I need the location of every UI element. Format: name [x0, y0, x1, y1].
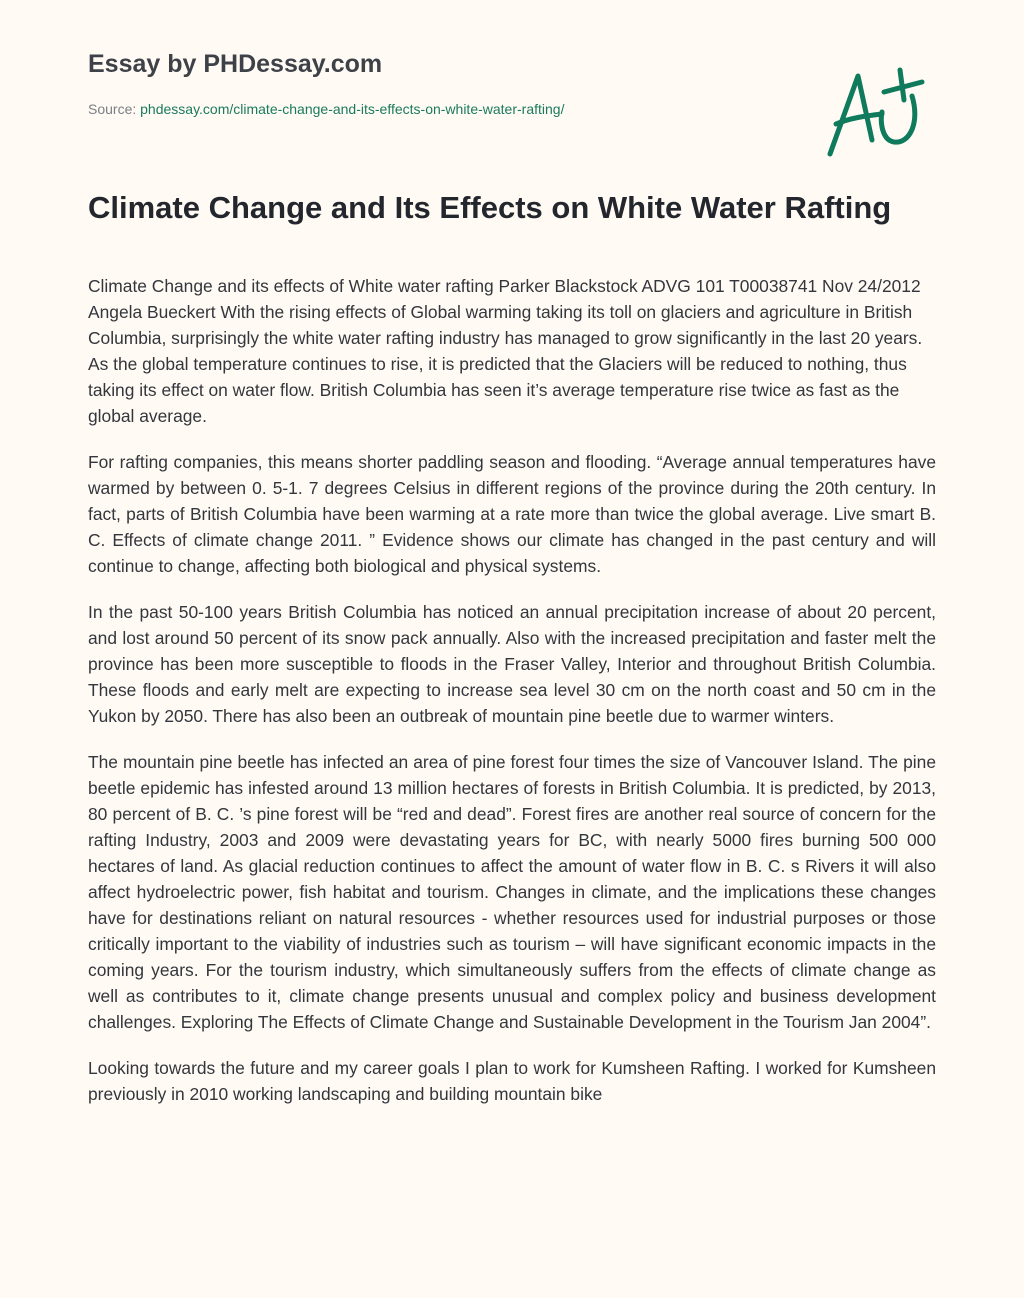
paragraph: In the past 50-100 years British Columbia has noticed an annual precipitation increase of about 20 percent, and lost around 50 percent of its snow pack annually. Also with the increased precipitation and faster melt the province has been more susceptible to floods in the Fraser Valley, Interior and throughout British Columbia. These floods and early melt are expecting to increase sea level 30 cm on the north coast and 50 cm in the Yukon by 2050. There has also been an outbreak of mountain pine beetle due to warmer winters.: [88, 602, 936, 726]
source-line: [88, 101, 564, 117]
site-brand: Essay by PHDessay.com: [88, 50, 383, 78]
paragraph: Climate Change and its effects of White water rafting Parker Blackstock ADVG 101 T00038741 Nov 24/2012 Angela Bueckert With the rising effects of Global warming taking its toll on glaciers and agriculture in British Columbia, surprisingly the white water rafting industry has managed to grow significantly in the last 20 years. As the global temperature continues to rise, it is predicted that the Glaciers will be reduced to nothing, thus taking its effect on water flow. British Columbia has seen it’s average temperature rise twice as fast as the global average.: [88, 276, 923, 426]
a-plus-logo: [820, 62, 930, 162]
essay-body: [88, 273, 936, 1255]
essay-title: Climate Change and Its Effects on White Water Rafting: [88, 190, 892, 225]
paragraph: Looking towards the future and my career goals I plan to work for Kumsheen Rafting. I worked for Kumsheen previously in 2010 working landscaping and building mountain bike: [88, 1058, 936, 1104]
source-label: Source:: [88, 101, 137, 117]
paragraph: For rafting companies, this means shorter paddling season and flooding. “Average annual temperatures have warmed by between 0. 5-1. 7 degrees Celsius in different regions of the province during the 20th century. In fact, parts of British Columbia have been warming at a rate more than twice the global average. Live smart B. C. Effects of climate change 2011. ” Evidence shows our climate has changed in the past century and will continue to change, affecting both biological and physical systems.: [88, 452, 936, 576]
paragraph: The mountain pine beetle has infected an area of pine forest four times the size of Vancouver Island. The pine beetle epidemic has infested around 13 million hectares of forests in British Columbia. It is predicted, by 2013, 80 percent of B. C. ’s pine forest will be “red and dead”. Forest fires are another real source of concern for the rafting Industry, 2003 and 2009 were devastating years for BC, with nearly 5000 fires burning 500 000 hectares of land. As glacial reduction continues to affect the amount of water flow in B. C. s Rivers it will also affect hydroelectric power, fish habitat and tourism. Changes in climate, and the implications these changes have for destinations reliant on natural resources - whether resources used for industrial purposes or those critically important to the viability of industries such as tourism – will have significant economic impacts in the coming years. For the tourism industry, which simultaneously suffers from the effects of climate change as well as contributes to it, climate change presents unusual and complex policy and business development challenges. Exploring The Effects of Climate Change and Sustainable Development in the Tourism Jan 2004”.: [88, 752, 936, 1032]
source-link[interactable]: phdessay.com/climate-change-and-its-effects-on-white-water-rafting/: [140, 101, 565, 117]
